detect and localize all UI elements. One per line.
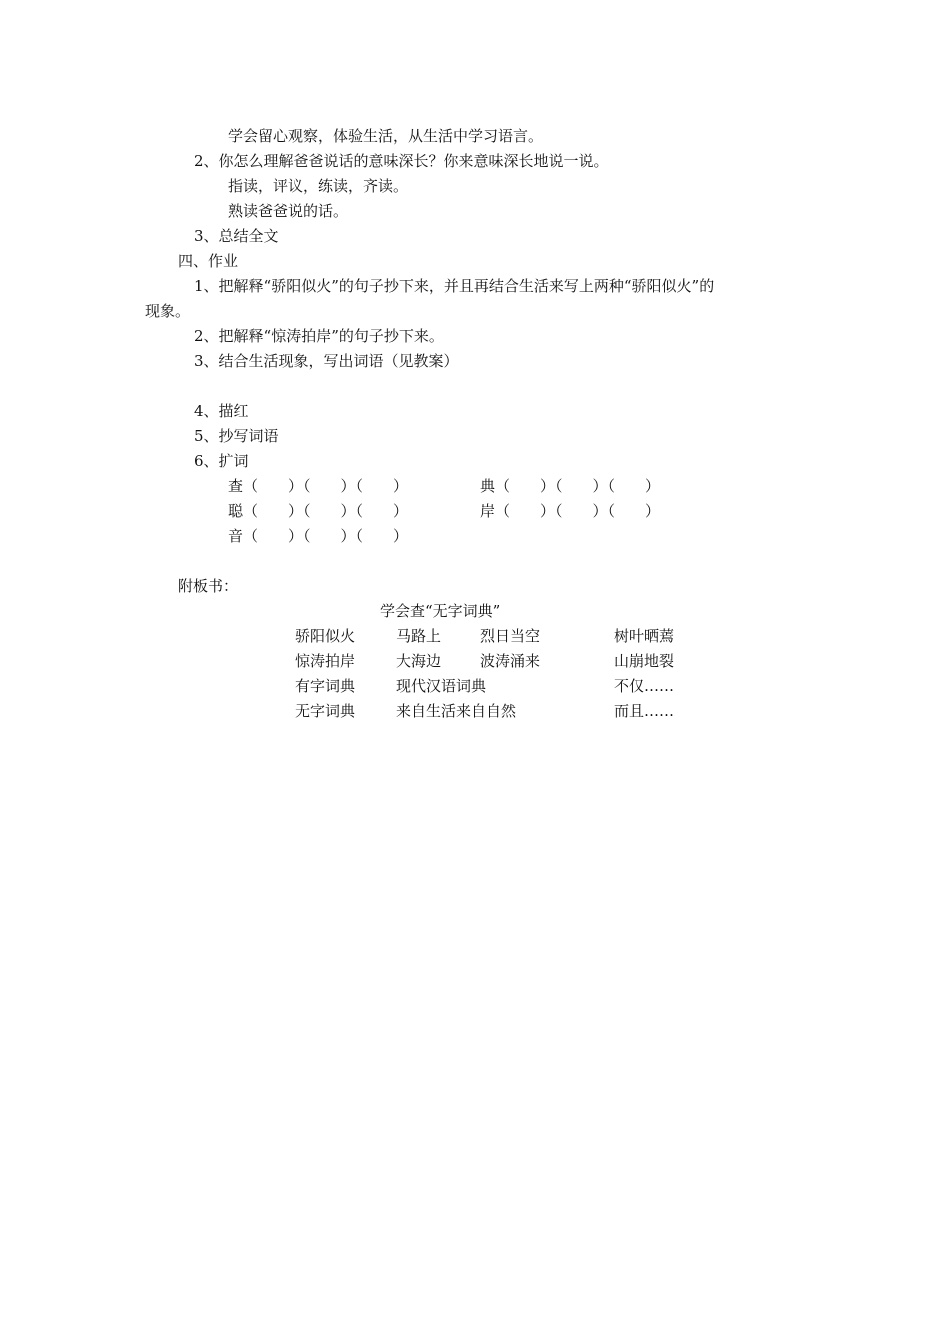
board-cell: 无字词典: [295, 702, 356, 720]
text-line: 5、抄写词语: [194, 427, 279, 445]
text-line: 3、结合生活现象，写出词语（见教案）: [194, 352, 459, 370]
section-heading: 四、作业: [178, 252, 239, 270]
board-cell: 来自生活来自自然: [396, 702, 517, 720]
board-cell: 波涛涌来: [480, 652, 541, 670]
text-line: 1、把解释“骄阳似火”的句子抄下来，并且再结合生活来写上两种“骄阳似火”的: [194, 277, 715, 295]
board-cell: 而且……: [614, 702, 675, 720]
text-line: 指读，评议，练读，齐读。: [228, 177, 409, 195]
board-cell: 惊涛拍岸: [295, 652, 356, 670]
expand-char: 聪: [228, 502, 244, 520]
text-line: 6、扩词: [194, 452, 249, 470]
expand-char: 典: [480, 477, 496, 495]
expand-item: [480, 476, 660, 496]
text-line: 4、描红: [194, 402, 249, 420]
text-line: 2、把解释“惊涛拍岸”的句子抄下来。: [194, 327, 444, 345]
expand-char: 岸: [480, 502, 496, 520]
text-line: 现象。: [145, 302, 191, 320]
expand-item: [480, 501, 660, 521]
text-line: 2、你怎么理解爸爸说话的意味深长？你来意味深长地说一说。: [194, 152, 609, 170]
expand-blanks: （ ）（ ）（ ）: [243, 502, 409, 520]
board-label: 附板书：: [178, 577, 239, 595]
board-title: 学会查“无字词典”: [380, 602, 501, 620]
expand-item: [228, 526, 408, 546]
expand-char: 查: [228, 477, 244, 495]
board-cell: 烈日当空: [480, 627, 541, 645]
board-cell: 骄阳似火: [295, 627, 356, 645]
expand-blanks: （ ）（ ）（ ）: [243, 477, 409, 495]
board-cell: 树叶晒蔫: [614, 627, 675, 645]
board-cell: 山崩地裂: [614, 652, 675, 670]
expand-item: [228, 501, 408, 521]
expand-blanks: （ ）（ ）（ ）: [243, 527, 409, 545]
board-cell: 不仅……: [614, 677, 675, 695]
text-line: 学会留心观察，体验生活，从生活中学习语言。: [228, 127, 544, 145]
board-cell: 大海边: [396, 652, 442, 670]
text-line: 3、总结全文: [194, 227, 279, 245]
board-cell: 有字词典: [295, 677, 356, 695]
board-cell: 马路上: [396, 627, 442, 645]
board-cell: 现代汉语词典: [396, 677, 487, 695]
expand-blanks: （ ）（ ）（ ）: [495, 477, 661, 495]
expand-item: [228, 476, 408, 496]
expand-char: 音: [228, 527, 244, 545]
expand-blanks: （ ）（ ）（ ）: [495, 502, 661, 520]
text-line: 熟读爸爸说的话。: [228, 202, 349, 220]
